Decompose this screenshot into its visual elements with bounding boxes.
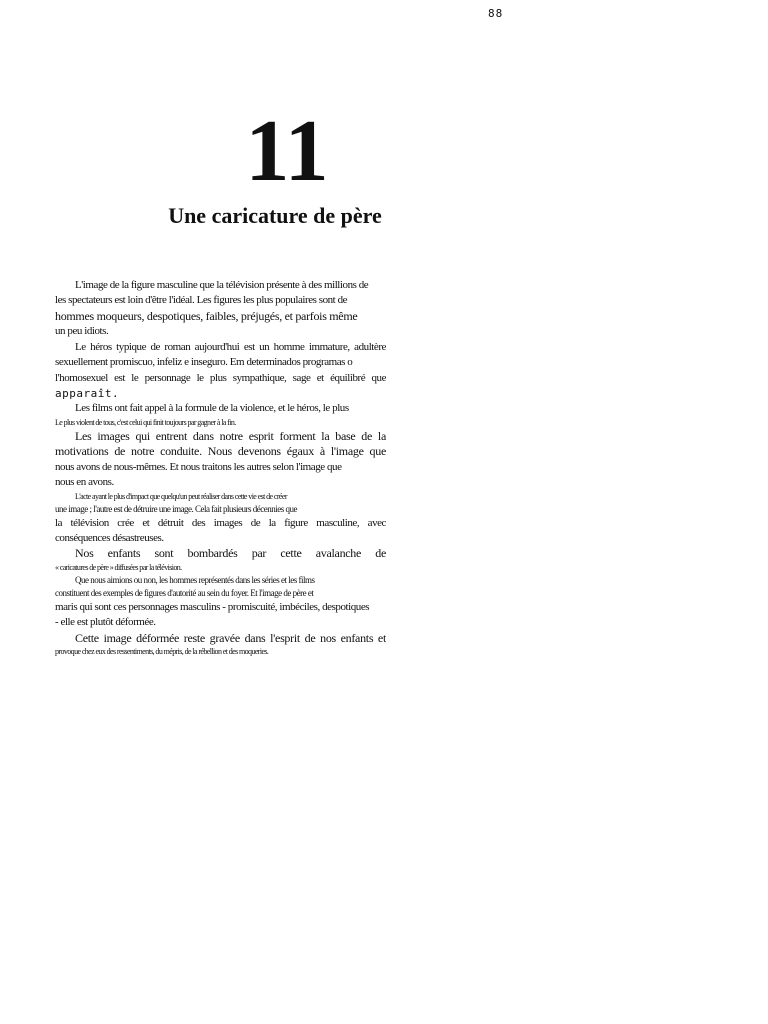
body-line: apparaît. xyxy=(55,386,120,400)
body-line: L'acte ayant le plus d'impact que quelqu'un peut réaliser dans cette vie est de créer xyxy=(75,491,287,501)
chapter-title: Une caricature de père xyxy=(168,203,382,228)
chapter-number: 11 xyxy=(245,103,329,200)
body-line: un peu idiots. xyxy=(55,325,109,338)
body-line: Le héros typique de roman aujourd'hui est un homme immature, adultère xyxy=(75,340,386,353)
body-line: maris qui sont ces personnages masculins - promiscuité, imbéciles, despotiques xyxy=(55,601,370,614)
body-line: les spectateurs est loin d'être l'idéal. Les figures les plus populaires sont de xyxy=(55,294,348,307)
body-line: Les images qui entrent dans notre esprit forment la base de la xyxy=(75,428,386,443)
body-line: motivations de notre conduite. Nous devenons égaux à l'image que xyxy=(55,444,386,459)
body-line: hommes moqueurs, despotiques, faibles, préjugés, et parfois même xyxy=(55,308,358,323)
body-line: Le plus violent de tous, c'est celui qui finit toujours par gagner à la fin. xyxy=(55,417,236,427)
body-line: Cette image déformée reste gravée dans l'esprit de nos enfants et xyxy=(75,630,386,645)
body-line: - elle est plutôt déformée. xyxy=(55,616,156,629)
body-line: Nos enfants sont bombardés par cette avalanche de xyxy=(75,546,386,561)
body-line: conséquences désastreuses. xyxy=(55,532,164,545)
body-line: nous en avons. xyxy=(55,476,114,489)
body-line: l'homosexuel est le personnage le plus sympathique, sage et équilibré que xyxy=(55,371,386,384)
body-line: sexuellement promiscuo, infeliz e inseguro. Em determinados programas o xyxy=(55,356,353,369)
body-line: la télévision crée et détruit des images de la figure masculine, avec xyxy=(55,516,386,529)
body-line: « caricatures de père » diffusées par la télévision. xyxy=(55,563,182,573)
body-line: nous avons de nous-mêmes. Et nous traitons les autres selon l'image que xyxy=(55,460,342,473)
body-line: constituent des exemples de figures d'autorité au sein du foyer. Et l'image de père et xyxy=(55,588,314,599)
body-line: Que nous aimions ou non, les hommes représentés dans les séries et les films xyxy=(75,575,315,586)
body-line: L'image de la figure masculine que la télévision présente à des millions de xyxy=(75,279,369,291)
chapter-body xyxy=(55,278,386,658)
body-line: une image ; l'autre est de détruire une image. Cela fait plusieurs décennies que xyxy=(55,503,298,514)
body-line: Les films ont fait appel à la formule de la violence, et le héros, le plus xyxy=(75,402,349,415)
page-number: 88 xyxy=(488,7,504,20)
body-line: provoque chez eux des ressentiments, du mépris, de la rébellion et des moqueries. xyxy=(55,647,269,657)
